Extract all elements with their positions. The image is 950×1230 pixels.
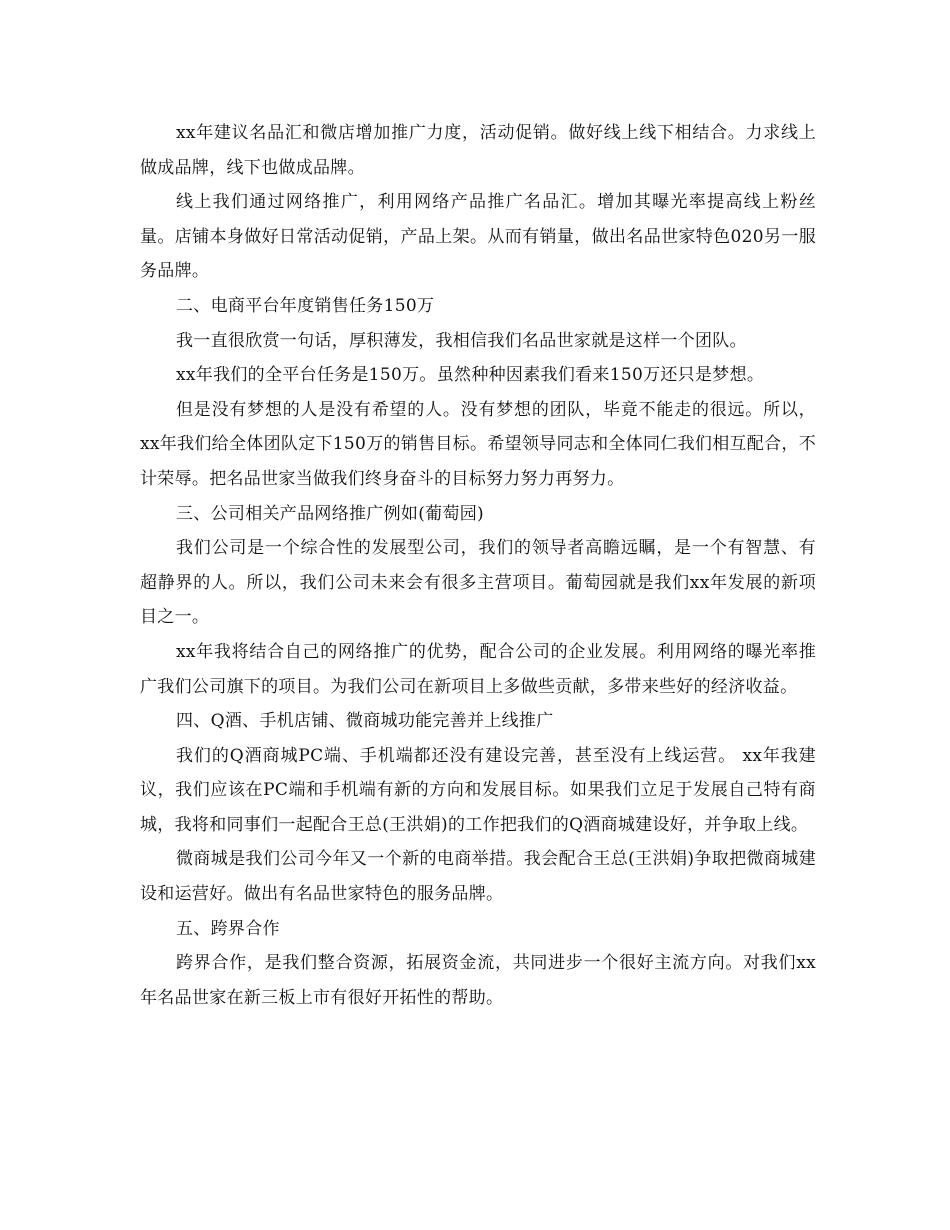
- paragraph-promotion-plan: xx年建议名品汇和微店增加推广力度，活动促销。做好线上线下相结合。力求线上做成品牌，线下也做成品牌。: [140, 123, 816, 178]
- paragraph-micro-mall: 微商城是我们公司今年又一个新的电商举措。我会配合王总(王洪娟)争取把微商城建设和运营好。做出有名品世家特色的服务品牌。: [140, 849, 816, 905]
- paragraph-team-saying: 我一直很欣赏一句话，厚积薄发，我相信我们名品世家就是这样一个团队。: [176, 330, 747, 351]
- paragraph-network-advantage: xx年我将结合自己的网络推广的优势，配合公司的企业发展。利用网络的曝光率推广我们公司旗下的项目。为我们公司在新项目上多做些贡献，多带来些好的经济收益。: [140, 641, 816, 697]
- paragraph-platform-task: xx年我们的全平台任务是150万。虽然种种因素我们看来150万还只是梦想。: [176, 365, 765, 386]
- paragraph-cross-border-cooperation: 跨界合作，是我们整合资源，拓展资金流，共同进步一个很好主流方向。对我们xx年名品世家在新三板上市有很好开拓性的帮助。: [140, 953, 816, 1008]
- section-heading-q-wine-store: 四、Q酒、手机店铺、微商城功能完善并上线推广: [176, 711, 554, 732]
- paragraph-dream-goal: 但是没有梦想的人是没有希望的人。没有梦想的团队，毕竟不能走的很远。所以，xx年我们给全体团队定下150万的销售目标。希望领导同志和全体同仁我们相互配合，不计荣辱。把名品世家当做我们终身奋斗的目标努力努力再努力。: [140, 399, 816, 489]
- paragraph-online-promotion: 线上我们通过网络推广，利用网络产品推广名品汇。增加其曝光率提高线上粉丝量。店铺本身做好日常活动促销，产品上架。从而有销量，做出名品世家特色020另一服务品牌。: [140, 192, 816, 282]
- paragraph-q-wine-mall: 我们的Q酒商城PC端、手机端都还没有建设完善，甚至没有上线运营。 xx年我建议，我们应该在PC端和手机端有新的方向和发展目标。如果我们立足于发展自己特有商城，我将和同事们一起配合王总(王洪娟)的工作把我们的Q酒商城建设好，并争取上线。: [140, 745, 816, 835]
- section-heading-cross-border: 五、跨界合作: [176, 918, 280, 939]
- section-heading-vineyard: 三、公司相关产品网络推广例如(葡萄园): [176, 503, 484, 524]
- paragraph-company-overview: 我们公司是一个综合性的发展型公司，我们的领导者高瞻远瞩，是一个有智慧、有超静界的人。所以，我们公司未来会有很多主营项目。葡萄园就是我们xx年发展的新项目之一。: [140, 538, 816, 628]
- section-heading-sales-target: 二、电商平台年度销售任务150万: [176, 295, 435, 316]
- document-body: [140, 116, 816, 1015]
